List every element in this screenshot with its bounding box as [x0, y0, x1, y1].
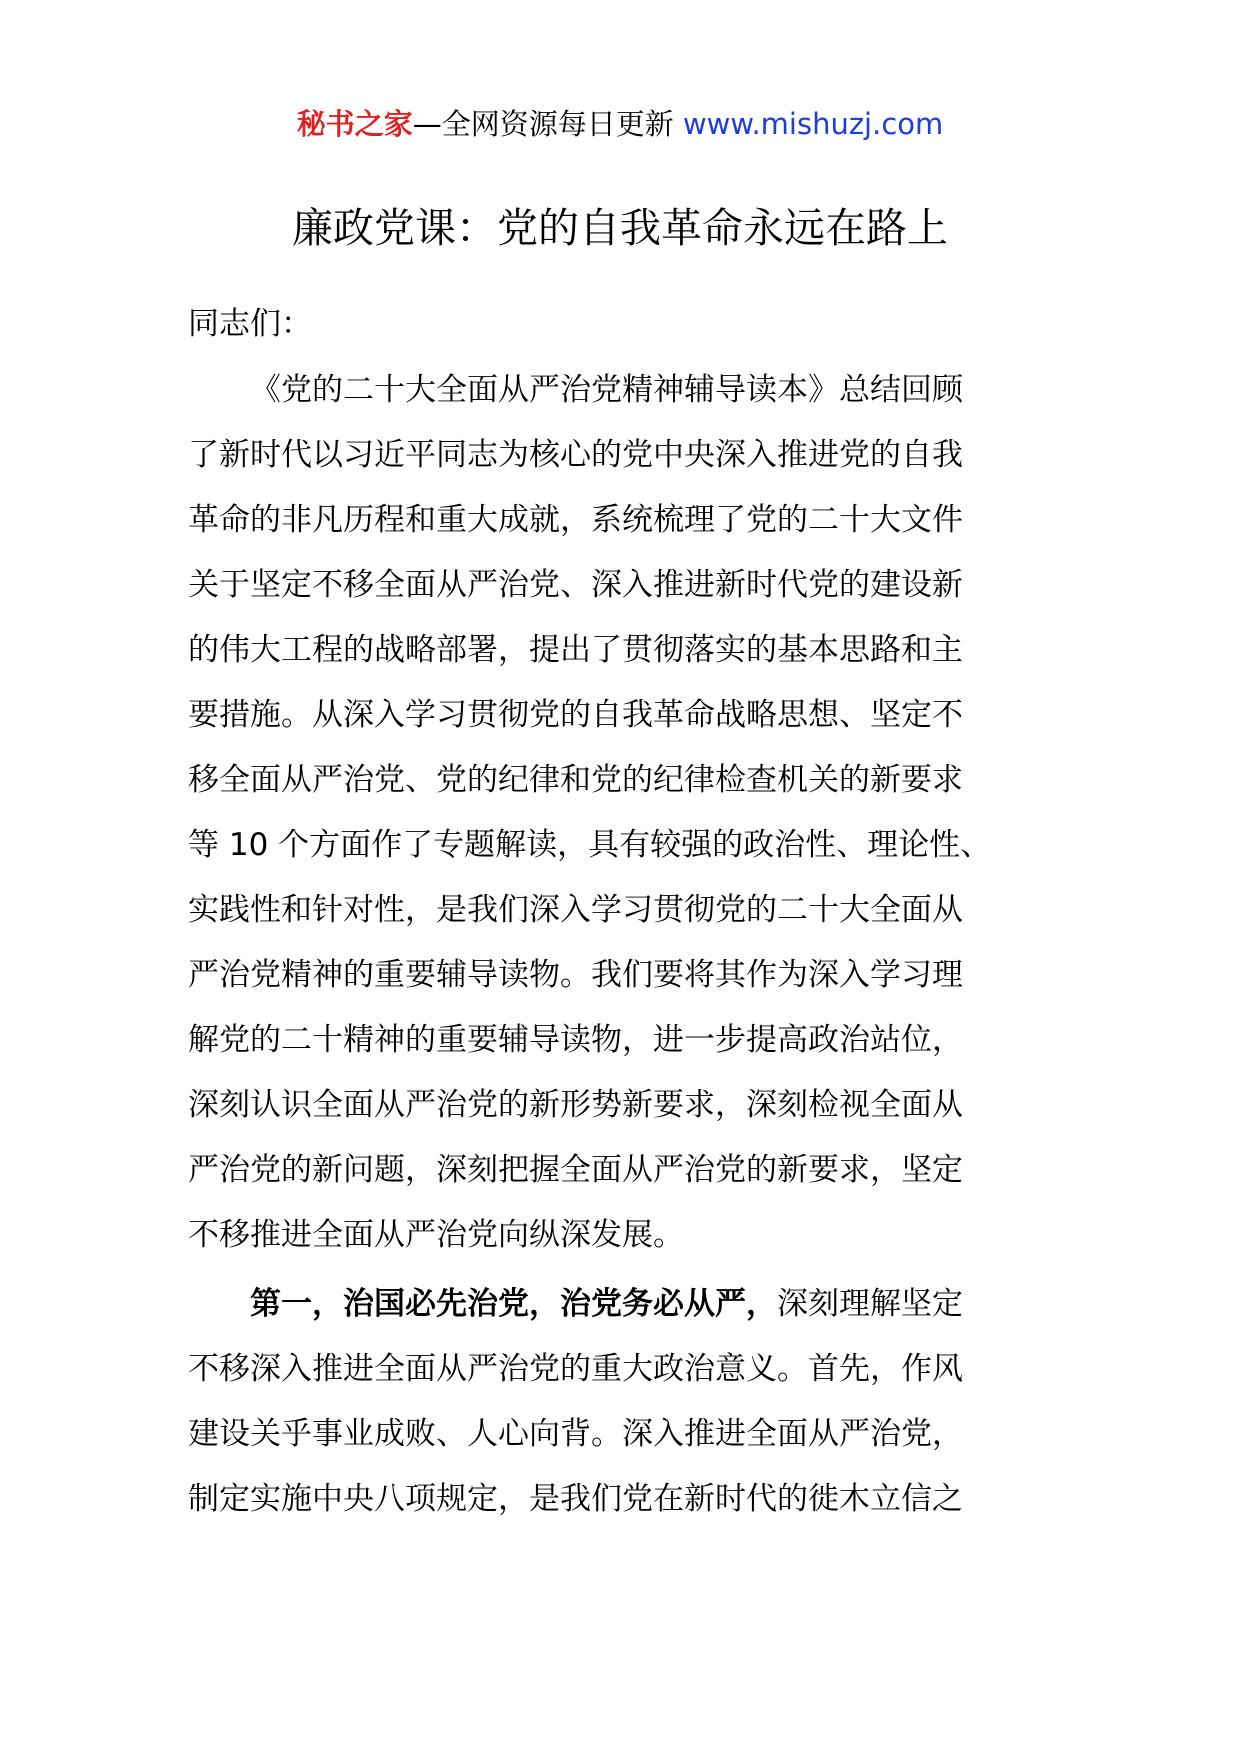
- paragraph-2: [188, 1272, 1058, 1532]
- paragraph-line: 深刻认识全面从严治党的新形势新要求，深刻检视全面从: [188, 1087, 963, 1123]
- page-title: 廉政党课：党的自我革命永远在路上: [292, 204, 948, 252]
- site-tagline: —全网资源每日更新: [412, 107, 683, 141]
- paragraph-line: 关于坚定不移全面从严治党、深入推进新时代党的建设新: [188, 567, 963, 603]
- paragraph-line: 建设关乎事业成败、人心向背。深入推进全面从严治党，: [188, 1416, 963, 1452]
- salutation: 同志们：: [188, 306, 312, 342]
- paragraph-line: 制定实施中央八项规定，是我们党在新时代的徙木立信之: [188, 1481, 963, 1517]
- section-heading-lead: 第一，治国必先治党，治党务必从严，: [250, 1286, 777, 1322]
- paragraph-line: 了新时代以习近平同志为核心的党中央深入推进党的自我: [188, 437, 963, 473]
- paragraph-line: 要措施。从深入学习贯彻党的自我革命战略思想、坚定不: [188, 697, 963, 733]
- paragraph-line: 不移深入推进全面从严治党的重大政治意义。首先，作风: [188, 1351, 963, 1387]
- paragraph-1: [188, 358, 1058, 1268]
- paragraph-line: 革命的非凡历程和重大成就，系统梳理了党的二十大文件: [188, 502, 963, 538]
- paragraph-line: 严治党的新问题，深刻把握全面从严治党的新要求，坚定: [188, 1152, 963, 1188]
- paragraph-line: 等 10 个方面作了专题解读，具有较强的政治性、理论性、: [188, 827, 992, 863]
- paragraph-text: 深刻理解坚定: [777, 1286, 963, 1322]
- paragraph-line: 的伟大工程的战略部署，提出了贯彻落实的基本思路和主: [188, 632, 963, 668]
- paragraph-line: 解党的二十精神的重要辅导读物，进一步提高政治站位，: [188, 1022, 963, 1058]
- site-header: [0, 104, 1240, 144]
- paragraph-line: 《党的二十大全面从严治党精神辅导读本》总结回顾: [250, 372, 963, 408]
- site-url-link[interactable]: www.mishuzj.com: [682, 107, 944, 141]
- paragraph-line: [188, 1272, 1058, 1337]
- paragraph-line: 移全面从严治党、党的纪律和党的纪律检查机关的新要求: [188, 762, 963, 798]
- paragraph-line: 实践性和针对性，是我们深入学习贯彻党的二十大全面从: [188, 892, 963, 928]
- site-brand: 秘书之家: [296, 107, 413, 141]
- paragraph-line: 不移推进全面从严治党向纵深发展。: [188, 1217, 684, 1253]
- paragraph-line: 严治党精神的重要辅导读物。我们要将其作为深入学习理: [188, 957, 963, 993]
